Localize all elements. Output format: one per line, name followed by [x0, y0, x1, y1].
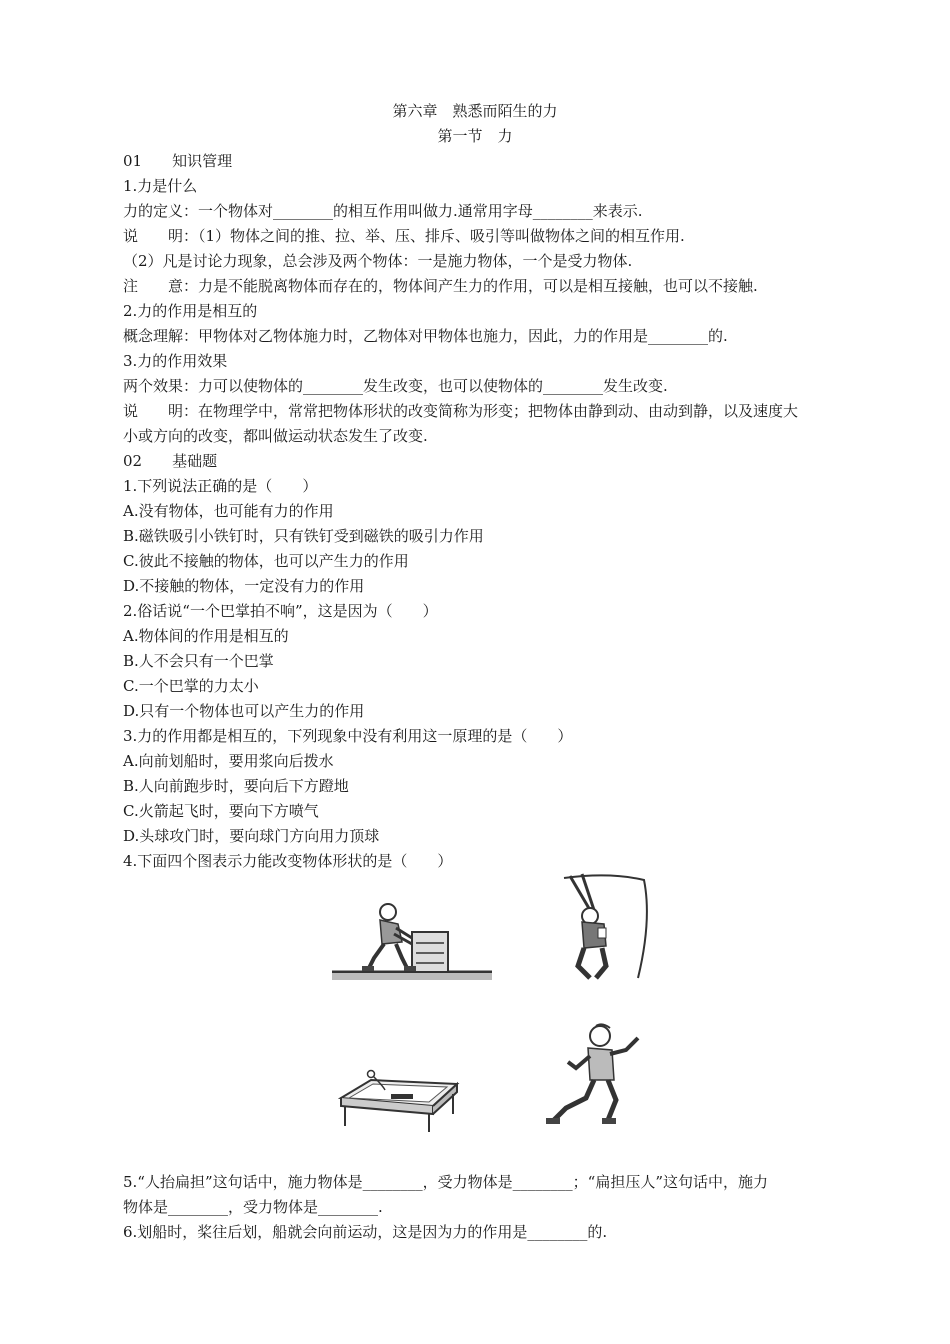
explanation-line-3b: 小或方向的改变，都叫做运动状态发生了改变. — [123, 427, 428, 445]
question-1-option-c: C.彼此不接触的物体，也可以产生力的作用 — [123, 552, 409, 570]
question-6: 6.划船时，桨往后划，船就会向前运动，这是因为力的作用是________的. — [123, 1223, 608, 1241]
question-1-option-a: A.没有物体，也可能有力的作用 — [123, 502, 334, 520]
question-2: 2.俗话说“一个巴掌拍不响”，这是因为（ ） — [123, 602, 438, 620]
topic-heading-1: 1.力是什么 — [123, 177, 198, 195]
topic-heading-2: 2.力的作用是相互的 — [123, 302, 258, 320]
section-heading-basic: 02 基础题 — [123, 452, 218, 470]
question-1-option-b: B.磁铁吸引小铁钉时，只有铁钉受到磁铁的吸引力作用 — [123, 527, 484, 545]
question-3-option-a: A.向前划船时，要用浆向后拨水 — [123, 752, 334, 770]
question-3-option-c: C.火箭起飞时，要向下方喷气 — [123, 802, 319, 820]
question-4: 4.下面四个图表示力能改变物体形状的是（ ） — [123, 852, 453, 870]
figure-ball-on-table — [335, 1060, 460, 1135]
question-3: 3.力的作用都是相互的，下列现象中没有利用这一原理的是（ ） — [123, 727, 573, 745]
note-line: 注 意：力是不能脱离物体而存在的，物体间产生力的作用，可以是相互接触，也可以不接触. — [123, 277, 758, 295]
section-heading-knowledge: 01 知识管理 — [123, 152, 233, 170]
question-1-option-d: D.不接触的物体，一定没有力的作用 — [123, 577, 365, 595]
definition-line: 力的定义：一个物体对________的相互作用叫做力.通常用字母________来表示. — [123, 202, 643, 220]
section-title: 第一节 力 — [437, 127, 513, 145]
explanation-line-1: 说 明：（1）物体之间的推、拉、举、压、排斥、吸引等叫做物体之间的相互作用. — [123, 227, 685, 245]
effects-line: 两个效果：力可以使物体的________发生改变，也可以使物体的________发生改变. — [123, 377, 668, 395]
figure-running-boy — [540, 1020, 645, 1130]
question-2-option-c: C.一个巴掌的力太小 — [123, 677, 259, 695]
question-2-option-b: B.人不会只有一个巴掌 — [123, 652, 274, 670]
figure-pole-vaulter — [560, 870, 655, 985]
explanation-line-2: （2）凡是讨论力现象，总会涉及两个物体：一是施力物体，一个是受力物体. — [123, 252, 633, 270]
question-1: 1.下列说法正确的是（ ） — [123, 477, 318, 495]
figure-boy-pushing-box — [330, 900, 495, 982]
explanation-line-3a: 说 明：在物理学中，常常把物体形状的改变简称为形变；把物体由静到动、由动到静，以及速度大 — [123, 402, 799, 420]
chapter-title: 第六章 熟悉而陌生的力 — [392, 102, 558, 120]
question-3-option-d: D.头球攻门时，要向球门方向用力顶球 — [123, 827, 380, 845]
concept-line: 概念理解：甲物体对乙物体施力时，乙物体对甲物体也施力，因此，力的作用是________的. — [123, 327, 728, 345]
question-3-option-b: B.人向前跑步时，要向后下方蹬地 — [123, 777, 349, 795]
topic-heading-3: 3.力的作用效果 — [123, 352, 228, 370]
question-2-option-d: D.只有一个物体也可以产生力的作用 — [123, 702, 365, 720]
question-2-option-a: A.物体间的作用是相互的 — [123, 627, 289, 645]
question-5-line-2: 物体是________，受力物体是________. — [123, 1198, 383, 1216]
question-5-line-1: 5.“人抬扁担”这句话中，施力物体是________，受力物体是________；“扁担压人”这句话中，施力 — [123, 1173, 768, 1191]
